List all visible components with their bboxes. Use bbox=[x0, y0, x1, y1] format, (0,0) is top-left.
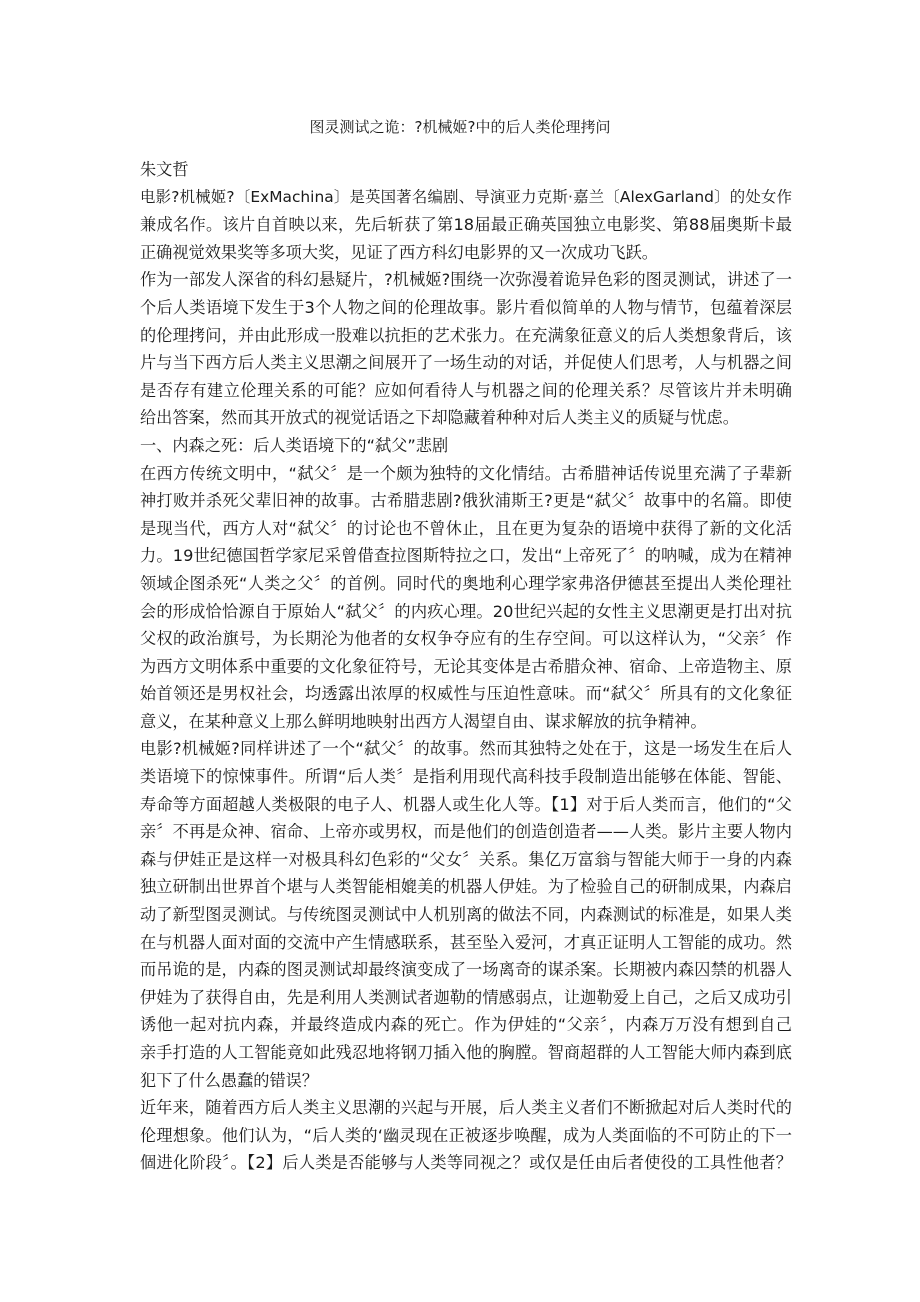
text-line: 寿命等方面超越人类极限的电子人、机器人或生化人等。【1】对于后人类而言，他们的“父 bbox=[140, 794, 792, 814]
text-line: 犯下了什么愚蠢的错误？ bbox=[140, 1070, 319, 1090]
paragraph-posthumanism bbox=[140, 1094, 792, 1177]
text-line: 个后人类语境下发生于3个人物之间的伦理故事。影片看似简单的人物与情节，包蕴着深层 bbox=[140, 297, 792, 317]
document-body bbox=[140, 156, 792, 1177]
text-line: 诱他一起对抗内森，并最终造成内森的死亡。作为伊娃的“父亲〞，内森万万没有想到自己 bbox=[140, 1015, 792, 1035]
text-line: 個进化阶段〞。【2】后人类是否能够与人类等同视之？或仅是任由后者使役的工具性他者？ bbox=[140, 1153, 792, 1173]
text-line: 在与机器人面对面的交流中产生情感联系，甚至坠入爱河，才真正证明人工智能的成功。然 bbox=[140, 932, 792, 952]
section-heading: 一、内森之死：后人类语境下的“弑父”悲剧 bbox=[140, 435, 449, 455]
text-line: 伊娃为了获得自由，先是利用人类测试者迦勒的情感弱点，让迦勒爱上自己，之后又成功引 bbox=[140, 987, 792, 1007]
document-title: 图灵测试之诡：?机械姬?中的后人类伦理拷问 bbox=[309, 118, 611, 136]
text-line: 作为一部发人深省的科幻悬疑片，?机械姬?围绕一次弥漫着诡异色彩的图灵测试，讲述了一 bbox=[140, 270, 792, 290]
paragraph-film-story bbox=[140, 735, 792, 1094]
text-line: 的伦理拷问，并由此形成一股难以抗拒的艺术张力。在充满象征意义的后人类想象背后，该 bbox=[140, 325, 792, 345]
text-line: 领域企图杀死“人类之父〞的首例。同时代的奥地利心理学家弗洛伊德甚至提出人类伦理社 bbox=[140, 573, 792, 593]
text-line: 为西方文明体系中重要的文化象征符号，无论其变体是古希腊众神、宿命、上帝造物主、原 bbox=[140, 656, 792, 676]
text-line: 森与伊娃正是这样一对极具科幻色彩的“父女〞关系。集亿万富翁与智能大师于一身的内森 bbox=[140, 849, 792, 869]
text-line: 独立研制出世界首个堪与人类智能相媲美的机器人伊娃。为了检验自己的研制成果，内森启 bbox=[140, 877, 792, 897]
text-line: 意义，在某种意义上那么鲜明地映射出西方人渴望自由、谋求解放的抗争精神。 bbox=[140, 711, 707, 731]
text-line: 父权的政治旗号，为长期沦为他者的女权争夺应有的生存空间。可以这样认为，“父亲〞作 bbox=[140, 629, 792, 649]
text-line: 近年来，随着西方后人类主义思潮的兴起与开展，后人类主义者们不断掀起对后人类时代的 bbox=[140, 1098, 792, 1118]
text-line: 兼成名作。该片自首映以来，先后斩获了第18届最正确英国独立电影奖、第88届奥斯卡最 bbox=[140, 215, 792, 235]
text-line: 片与当下西方后人类主义思潮之间展开了一场生动的对话，并促使人们思考，人与机器之间 bbox=[140, 353, 792, 373]
text-line: 而吊诡的是，内森的图灵测试却最终演变成了一场离奇的谋杀案。长期被内森囚禁的机器人 bbox=[140, 960, 792, 980]
text-line: 亲〞不再是众神、宿命、上帝亦或男权，而是他们的创造创造者——人类。影片主要人物内 bbox=[140, 822, 792, 842]
text-line: 正确视觉效果奖等多项大奖，见证了西方科幻电影界的又一次成功飞跃。 bbox=[140, 242, 658, 262]
text-line: 电影?机械姬?同样讲述了一个“弑父〞的故事。然而其独特之处在于，这是一场发生在后人 bbox=[140, 739, 792, 759]
text-line: 在西方传统文明中，“弑父〞是一个颇为独特的文化情结。古希腊神话传说里充满了子辈新 bbox=[140, 463, 792, 483]
text-line: 神打败并杀死父辈旧神的故事。古希腊悲剧?俄狄浦斯王?更是“弑父〞故事中的名篇。即使 bbox=[140, 491, 792, 511]
paragraph-overview bbox=[140, 266, 792, 432]
text-line: 力。19世纪德国哲学家尼采曾借查拉图斯特拉之口，发出“上帝死了〞的呐喊，成为在精神 bbox=[140, 546, 792, 566]
paragraph-intro bbox=[140, 184, 792, 267]
text-line: 是否存有建立伦理关系的可能？应如何看待人与机器之间的伦理关系？尽管该片并未明确 bbox=[140, 380, 792, 400]
text-line: 类语境下的惊悚事件。所谓“后人类〞是指利用现代高科技手段制造出能够在体能、智能、 bbox=[140, 767, 792, 787]
paragraph-patricide-tradition bbox=[140, 460, 792, 736]
author-name: 朱文哲 bbox=[140, 160, 189, 179]
text-line: 电影?机械姬?〔ExMachina〕是英国著名编剧、导演亚力克斯·嘉兰〔AlexGarland〕的处女作 bbox=[140, 187, 792, 206]
text-line: 是现当代，西方人对“弑父〞的讨论也不曾休止，且在更为复杂的语境中获得了新的文化活 bbox=[140, 518, 792, 538]
text-line: 动了新型图灵测试。与传统图灵测试中人机别离的做法不同，内森测试的标准是，如果人类 bbox=[140, 905, 792, 925]
text-line: 给出答案，然而其开放式的视觉话语之下却隐藏着种种对后人类主义的质疑与忧虑。 bbox=[140, 408, 739, 428]
text-line: 会的形成恰恰源自于原始人“弑父〞的内疚心理。20世纪兴起的女性主义思潮更是打出对抗 bbox=[140, 601, 792, 621]
text-line: 始首领还是男权社会，均透露出浓厚的权威性与压迫性意味。而“弑父〞所具有的文化象征 bbox=[140, 684, 792, 704]
text-line: 伦理想象。他们认为，“后人类的‘幽灵现在正被逐步唤醒，成为人类面临的不可防止的下一 bbox=[140, 1125, 792, 1145]
text-line: 亲手打造的人工智能竟如此残忍地将钢刀插入他的胸膛。智商超群的人工智能大师内森到底 bbox=[140, 1043, 792, 1062]
